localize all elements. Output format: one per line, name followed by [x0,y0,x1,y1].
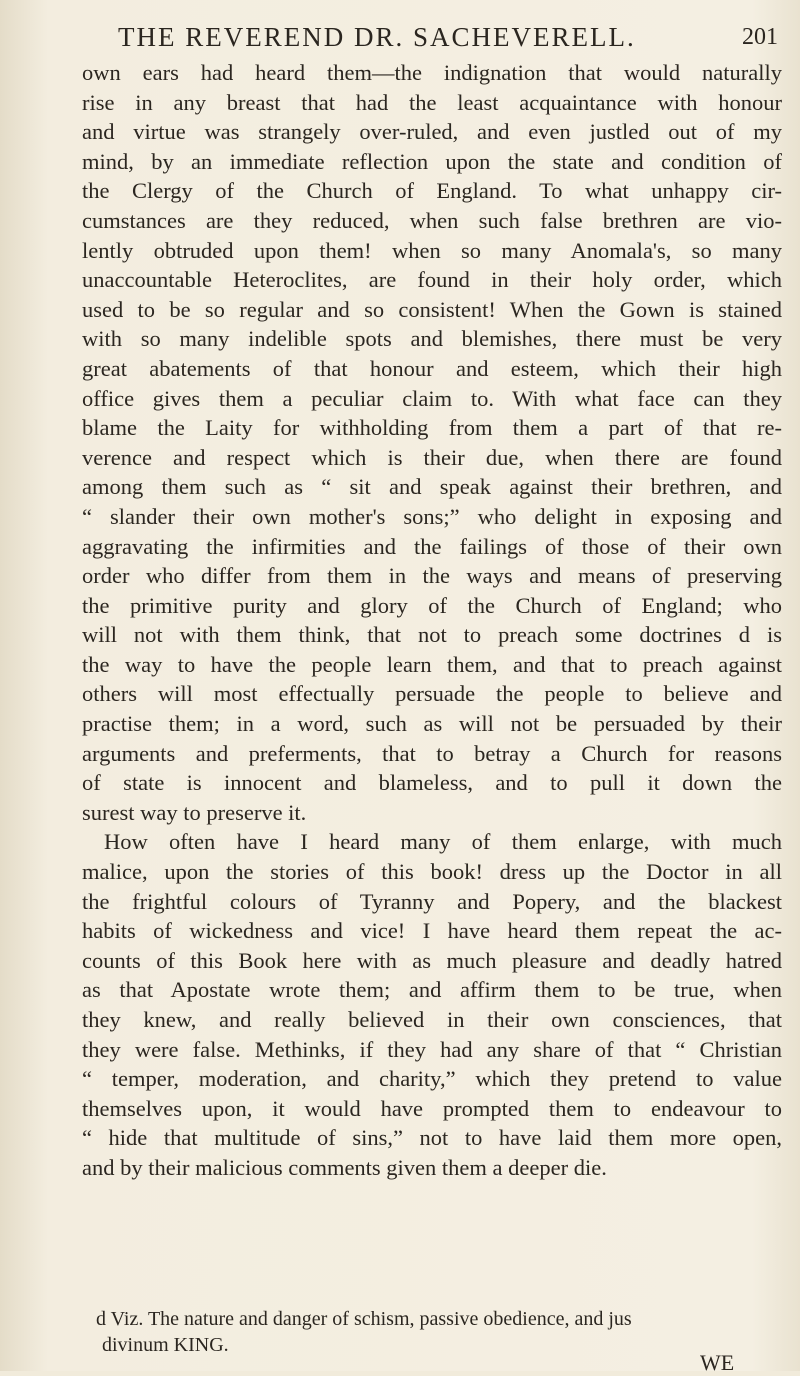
text-line: themselves upon, it would have prompted them to endeavour to [82,1095,782,1121]
text-line: rise in any breast that had the least acquaintance with honour [82,89,782,115]
text-line: and by their malicious comments given them a deeper die. [82,1154,607,1180]
text-line: as that Apostate wrote them; and affirm them to be true, when [82,977,782,1003]
text-line: mind, by an immediate reflection upon the state and condition of [82,148,782,174]
text-line: malice, upon the stories of this book! dress up the Doctor in all [82,859,782,885]
page-number: 201 [742,24,778,50]
text-line: office gives them a peculiar claim to. With what face can they [82,385,782,411]
body-text [82,58,782,1183]
text-line: great abatements of that honour and esteem, which their high [82,355,782,381]
text-line: used to be so regular and so consistent! When the Gown is stained [82,296,782,322]
text-line: How often have I heard many of them enlarge, with much [104,829,782,855]
text-line: habits of wickedness and vice! I have heard them repeat the ac- [82,918,782,944]
text-line: the frightful colours of Tyranny and Popery, and the blackest [82,888,782,914]
text-line: they were false. Methinks, if they had any share of that “ Christian [82,1036,782,1062]
text-line: the Clergy of the Church of England. To what unhappy cir- [82,178,782,204]
text-line: counts of this Book here with as much pleasure and deadly hatred [82,947,782,973]
catchword: WE [700,1350,735,1375]
text-line: with so many indelible spots and blemishes, there must be very [82,326,782,352]
text-line: own ears had heard them—the indignation that would naturally [82,60,782,85]
text-line: blame the Laity for withholding from them a part of that re- [82,415,782,441]
text-line: verence and respect which is their due, when there are found [82,444,782,470]
text-line: others will most effectually persuade the people to believe and [82,681,782,707]
footnote-line: d Viz. The nature and danger of schism, passive obedience, and jus [96,1308,632,1330]
text-line: will not with them think, that not to preach some doctrines d is [82,622,782,648]
text-line: the primitive purity and glory of the Church of England; who [82,592,782,618]
text-line: arguments and preferments, that to betray a Church for reasons [82,740,782,766]
text-line: cumstances are they reduced, when such false brethren are vio- [82,207,782,233]
running-title: THE REVEREND DR. SACHEVERELL. [118,22,636,52]
text-line: aggravating the infirmities and the failings of those of their own [82,533,782,559]
footnote [96,1306,776,1358]
footnote-line: divinum KING. [102,1334,229,1356]
text-line: surest way to preserve it. [82,799,307,825]
text-line: lently obtruded upon them! when so many Anomala's, so many [82,237,782,263]
text-line: they knew, and really believed in their own consciences, that [82,1007,782,1032]
text-line: the way to have the people learn them, and that to preach against [82,651,782,677]
text-line: practise them; in a word, such as will not be persuaded by their [82,711,782,737]
text-line: and virtue was strangely over-ruled, and even justled out of my [82,119,782,145]
running-header [118,22,778,53]
text-line: “ temper, moderation, and charity,” which they pretend to value [82,1066,782,1092]
text-line: “ slander their own mother's sons;” who delight in exposing and [82,503,782,529]
text-line: order who differ from them in the ways and means of preserving [82,563,782,589]
text-line: of state is innocent and blameless, and to pull it down the [82,770,782,796]
text-line: among them such as “ sit and speak against their brethren, and [82,474,782,500]
text-line: unaccountable Heteroclites, are found in their holy order, which [82,267,782,293]
text-line: “ hide that multitude of sins,” not to have laid them more open, [82,1125,782,1151]
